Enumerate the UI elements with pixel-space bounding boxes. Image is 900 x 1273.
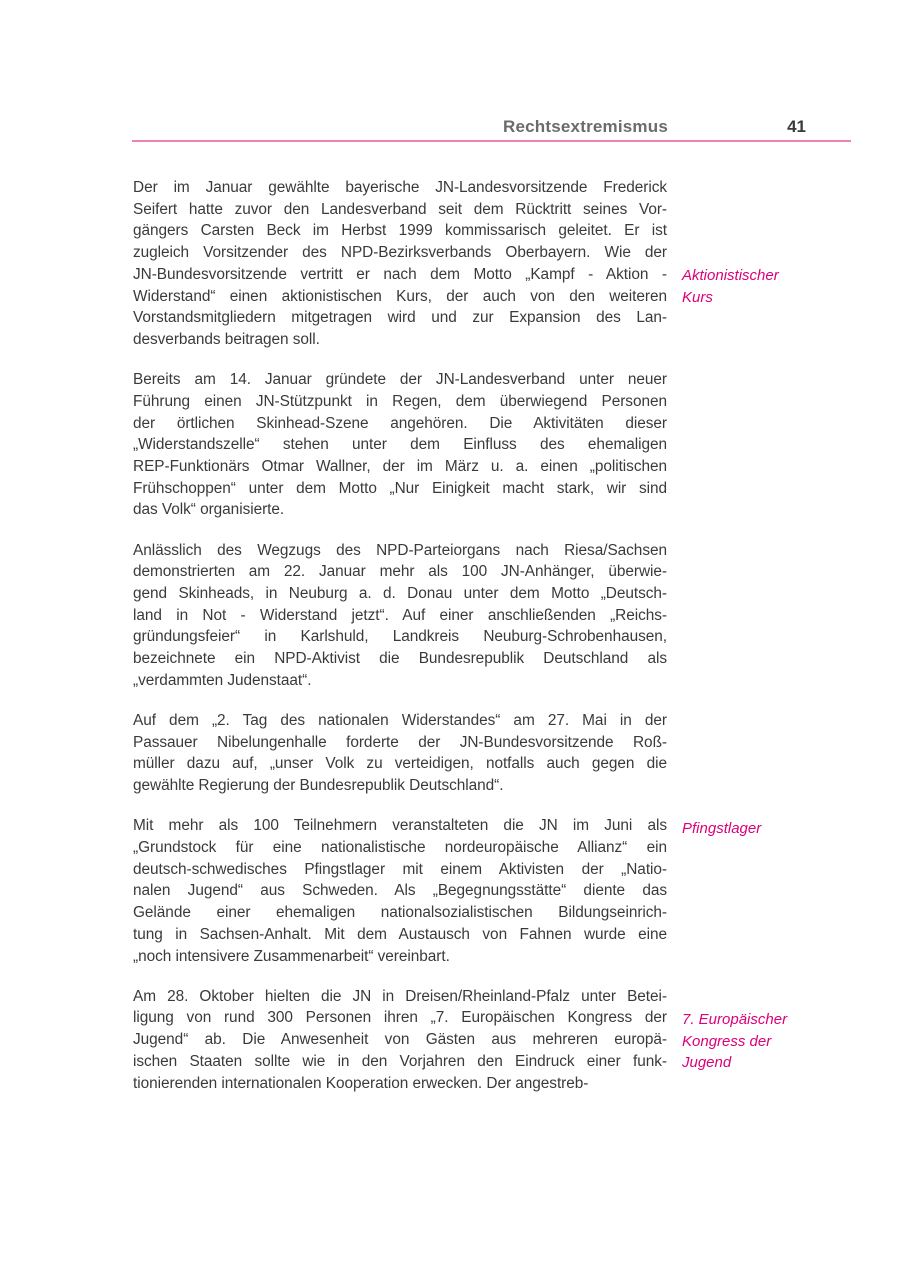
text-line: land in Not - Widerstand jetzt“. Auf einer anschließenden „Reichs- bbox=[133, 606, 667, 624]
text-line: gewählte Regierung der Bundesrepublik Deutschland“. bbox=[133, 777, 504, 795]
margin-note bbox=[682, 265, 852, 308]
text-line: Widerstand“ einen aktionistischen Kurs, der auch von den weiteren bbox=[133, 287, 667, 305]
text-line: „Widerstandszelle“ stehen unter dem Einfluss des ehemaligen bbox=[133, 436, 667, 454]
text-line: Auf dem „2. Tag des nationalen Widerstandes“ am 27. Mai in der bbox=[133, 711, 667, 729]
text-line: Am 28. Oktober hielten die JN in Dreisen/Rheinland-Pfalz unter Betei- bbox=[133, 987, 667, 1005]
body-paragraph bbox=[133, 540, 667, 692]
margin-note-line: Kurs bbox=[682, 288, 713, 306]
body-paragraph bbox=[133, 369, 667, 521]
text-line: demonstrierten am 22. Januar mehr als 100 JN-Anhänger, überwie- bbox=[133, 563, 667, 581]
margin-note-line: Aktionistischer bbox=[682, 267, 779, 284]
page-header bbox=[133, 0, 851, 145]
text-line: Vorstandsmitgliedern mitgetragen wird und zur Expansion des Lan- bbox=[133, 309, 667, 327]
text-line: der örtlichen Skinhead-Szene angehören. Die Aktivitäten dieser bbox=[133, 414, 667, 432]
body-paragraph bbox=[133, 177, 667, 351]
text-line: Führung einen JN-Stützpunkt in Regen, dem überwiegend Personen bbox=[133, 392, 667, 410]
body-paragraph bbox=[133, 986, 667, 1095]
margin-note bbox=[682, 818, 852, 840]
text-line: „noch intensivere Zusammenarbeit“ vereinbart. bbox=[133, 947, 450, 965]
margin-note-line: 7. Europäischer bbox=[682, 1011, 788, 1028]
text-line: Mit mehr als 100 Teilnehmern veranstalteten die JN im Juni als bbox=[133, 817, 667, 835]
text-line: JN-Bundesvorsitzende vertritt er nach dem Motto „Kampf - Aktion - bbox=[133, 265, 667, 283]
text-line: ligung von rund 300 Personen ihren „7. Europäischen Kongress der bbox=[133, 1009, 667, 1027]
text-line: „verdammten Judenstaat“. bbox=[133, 671, 312, 689]
text-line: ischen Staaten sollte wie in den Vorjahren den Eindruck einer funk- bbox=[133, 1052, 667, 1070]
text-line: Anlässlich des Wegzugs des NPD-Parteiorgans nach Riesa/Sachsen bbox=[133, 541, 667, 559]
text-line: tung in Sachsen-Anhalt. Mit dem Austausch von Fahnen wurde eine bbox=[133, 925, 667, 943]
text-line: tionierenden internationalen Kooperation erwecken. Der angestreb- bbox=[133, 1074, 589, 1092]
text-line: „Grundstock für eine nationalistische nordeuropäische Allianz“ ein bbox=[133, 838, 667, 856]
text-line: Passauer Nibelungenhalle forderte der JN-Bundesvorsitzende Roß- bbox=[133, 733, 667, 751]
margin-note bbox=[682, 1009, 852, 1074]
text-line: das Volk“ organisierte. bbox=[133, 501, 285, 519]
text-line: müller dazu auf, „unser Volk zu verteidigen, notfalls auch gegen die bbox=[133, 755, 667, 773]
text-line: deutsch-schwedisches Pfingstlager mit einem Aktivisten der „Natio- bbox=[133, 860, 667, 878]
text-line: Jugend“ ab. Die Anwesenheit von Gästen aus mehreren europä- bbox=[133, 1031, 667, 1049]
header-rule bbox=[132, 140, 851, 142]
text-line: zugleich Vorsitzender des NPD-Bezirksverbands Oberbayern. Wie der bbox=[133, 244, 667, 262]
text-line: Frühschoppen“ unter dem Motto „Nur Einigkeit macht stark, wir sind bbox=[133, 479, 667, 497]
text-line: Bereits am 14. Januar gründete der JN-Landesverband unter neuer bbox=[133, 371, 667, 389]
body-paragraph bbox=[133, 815, 667, 967]
text-line: gründungsfeier“ in Karlshuld, Landkreis Neuburg-Schrobenhausen, bbox=[133, 628, 667, 646]
running-head-section-title: Rechtsextremismus bbox=[503, 117, 668, 136]
text-line: bezeichnete ein NPD-Aktivist die Bundesrepublik Deutschland als bbox=[133, 650, 667, 668]
margin-note-line: Pfingstlager bbox=[682, 820, 762, 837]
margin-note-line: Jugend bbox=[682, 1054, 732, 1072]
text-line: gend Skinheads, in Neuburg a. d. Donau unter dem Motto „Deutsch- bbox=[133, 584, 667, 602]
text-line: REP-Funktionärs Otmar Wallner, der im März u. a. einen „politischen bbox=[133, 457, 667, 475]
text-line: desverbands beitragen soll. bbox=[133, 330, 320, 348]
text-line: Der im Januar gewählte bayerische JN-Landesvorsitzende Frederick bbox=[133, 179, 667, 196]
page-number: 41 bbox=[787, 117, 806, 136]
text-line: Gelände einer ehemaligen nationalsozialistischen Bildungseinrich- bbox=[133, 904, 667, 922]
text-line: gängers Carsten Beck im Herbst 1999 kommissarisch geleitet. Er ist bbox=[133, 222, 667, 240]
margin-note-line: Kongress der bbox=[682, 1032, 772, 1050]
body-paragraph bbox=[133, 710, 667, 797]
text-line: Seifert hatte zuvor den Landesverband seit dem Rücktritt seines Vor- bbox=[133, 200, 667, 218]
body-text-column bbox=[133, 177, 667, 1113]
text-line: nalen Jugend“ aus Schweden. Als „Begegnungsstätte“ diente das bbox=[133, 882, 667, 900]
